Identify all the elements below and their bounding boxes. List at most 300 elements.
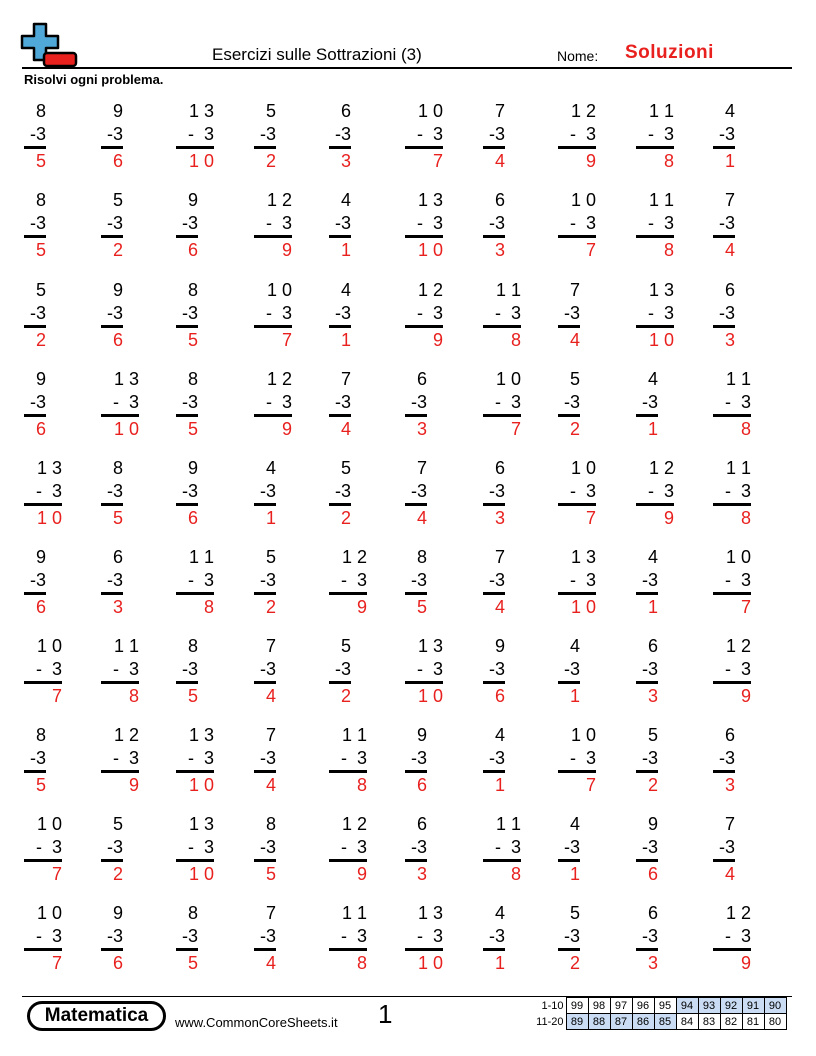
minuend: 1 0 <box>417 101 443 121</box>
minuend: 9 <box>112 903 123 923</box>
problem <box>405 367 427 441</box>
answer: 6 <box>494 686 505 706</box>
minuend: 1 1 <box>341 725 367 745</box>
answer: 3 <box>494 508 505 528</box>
subtrahend: - 3 <box>187 124 214 144</box>
answer: 7 <box>585 240 596 260</box>
subtrahend: -3 <box>641 837 658 857</box>
answer: 2 <box>35 330 46 350</box>
minuend: 5 <box>112 190 123 210</box>
answer: 1 <box>569 864 580 884</box>
subtrahend: -3 <box>259 926 276 946</box>
answer: 8 <box>203 597 214 617</box>
site-url: www.CommonCoreSheets.it <box>175 1015 338 1030</box>
minuend: 4 <box>569 636 580 656</box>
minuend: 1 2 <box>113 725 139 745</box>
answer: 3 <box>724 775 735 795</box>
answer: 9 <box>128 775 139 795</box>
score-cell: 94 <box>676 998 698 1014</box>
subtrahend: - 3 <box>416 124 443 144</box>
problem <box>713 812 735 886</box>
answer: 3 <box>112 597 123 617</box>
minuend: 9 <box>416 725 427 745</box>
score-cell: 98 <box>588 998 610 1014</box>
problem <box>101 99 123 173</box>
answer: 2 <box>265 597 276 617</box>
answer: 8 <box>510 330 521 350</box>
score-cell: 91 <box>742 998 764 1014</box>
subtrahend: -3 <box>488 481 505 501</box>
problem <box>329 901 367 975</box>
subtrahend: -3 <box>410 570 427 590</box>
problem <box>101 634 139 708</box>
subtrahend: - 3 <box>340 570 367 590</box>
score-cell: 88 <box>588 1014 610 1030</box>
problem <box>176 812 214 886</box>
problem <box>254 367 292 441</box>
minuend: 8 <box>265 814 276 834</box>
answer: 2 <box>112 864 123 884</box>
answer: 3 <box>494 240 505 260</box>
minuend: 5 <box>340 636 351 656</box>
subtrahend: - 3 <box>569 481 596 501</box>
minuend: 1 0 <box>570 190 596 210</box>
minuend: 9 <box>494 636 505 656</box>
subtrahend: -3 <box>488 926 505 946</box>
problem <box>483 367 521 441</box>
minuend: 1 1 <box>188 547 214 567</box>
answer: 6 <box>112 953 123 973</box>
subtrahend: -3 <box>563 926 580 946</box>
answer: 9 <box>281 419 292 439</box>
subtrahend: - 3 <box>647 213 674 233</box>
problem <box>254 456 276 530</box>
answer: 1 0 <box>417 686 443 706</box>
subtrahend: - 3 <box>265 213 292 233</box>
problem <box>329 99 351 173</box>
score-cell: 81 <box>742 1014 764 1030</box>
minuend: 8 <box>35 190 46 210</box>
score-row-label: 1-10 <box>541 999 564 1012</box>
minuend: 1 1 <box>341 903 367 923</box>
minuend: 6 <box>340 101 351 121</box>
subtrahend: -3 <box>29 303 46 323</box>
name-value: Soluzioni <box>625 42 714 63</box>
minuend: 1 0 <box>725 547 751 567</box>
subtrahend: -3 <box>410 837 427 857</box>
answer: 5 <box>35 775 46 795</box>
answer: 4 <box>265 775 276 795</box>
minuend: 1 3 <box>113 369 139 389</box>
problem <box>176 545 214 619</box>
subtrahend: -3 <box>718 837 735 857</box>
minuend: 5 <box>569 369 580 389</box>
problem <box>558 278 580 352</box>
minuend: 6 <box>647 903 658 923</box>
answer: 2 <box>112 240 123 260</box>
subtrahend: - 3 <box>340 926 367 946</box>
answer: 7 <box>51 864 62 884</box>
problem <box>558 812 580 886</box>
subtrahend: -3 <box>563 837 580 857</box>
answer: 1 <box>265 508 276 528</box>
problem <box>24 901 62 975</box>
answer: 5 <box>187 686 198 706</box>
answer: 8 <box>128 686 139 706</box>
subtrahend: -3 <box>106 926 123 946</box>
problem <box>176 188 198 262</box>
answer: 1 <box>569 686 580 706</box>
answer: 3 <box>416 864 427 884</box>
subtrahend: - 3 <box>265 392 292 412</box>
subtrahend: - 3 <box>35 837 62 857</box>
answer: 4 <box>494 151 505 171</box>
answer: 8 <box>510 864 521 884</box>
subtrahend: -3 <box>410 392 427 412</box>
minuend: 5 <box>340 458 351 478</box>
minuend: 9 <box>35 547 46 567</box>
answer: 7 <box>432 151 443 171</box>
subtrahend: -3 <box>488 659 505 679</box>
answer: 5 <box>187 330 198 350</box>
answer: 1 0 <box>188 151 214 171</box>
answer: 7 <box>51 686 62 706</box>
problem <box>101 723 139 797</box>
problem <box>483 723 505 797</box>
name-label: Nome: <box>557 48 599 64</box>
subtrahend: -3 <box>410 748 427 768</box>
subtrahend: -3 <box>106 837 123 857</box>
minuend: 1 0 <box>495 369 521 389</box>
minuend: 1 0 <box>36 814 62 834</box>
problem <box>101 456 123 530</box>
subtrahend: - 3 <box>724 570 751 590</box>
subtrahend: -3 <box>29 213 46 233</box>
problem <box>254 99 276 173</box>
minuend: 1 3 <box>570 547 596 567</box>
problem <box>483 456 505 530</box>
minuend: 1 0 <box>36 636 62 656</box>
minuend: 1 0 <box>570 458 596 478</box>
answer: 4 <box>416 508 427 528</box>
problem <box>713 188 735 262</box>
answer: 8 <box>663 240 674 260</box>
minuend: 9 <box>112 101 123 121</box>
answer: 1 <box>647 419 658 439</box>
minuend: 6 <box>494 190 505 210</box>
minuend: 4 <box>494 725 505 745</box>
subtrahend: -3 <box>259 124 276 144</box>
minuend: 7 <box>569 280 580 300</box>
answer: 8 <box>740 508 751 528</box>
minuend: 1 3 <box>188 101 214 121</box>
answer: 7 <box>51 953 62 973</box>
problem <box>483 812 521 886</box>
problem <box>405 723 427 797</box>
answer: 9 <box>740 686 751 706</box>
problem <box>176 901 198 975</box>
answer: 5 <box>112 508 123 528</box>
subtrahend: -3 <box>29 748 46 768</box>
answer: 9 <box>432 330 443 350</box>
minuend: 7 <box>265 636 276 656</box>
answer: 4 <box>265 953 276 973</box>
minuend: 5 <box>647 725 658 745</box>
minuend: 1 3 <box>417 636 443 656</box>
problem <box>254 723 276 797</box>
minuend: 1 1 <box>495 280 521 300</box>
score-cell: 87 <box>610 1014 632 1030</box>
subtrahend: - 3 <box>35 926 62 946</box>
subtrahend: -3 <box>334 124 351 144</box>
minuend: 4 <box>647 547 658 567</box>
answer: 4 <box>724 240 735 260</box>
answer: 4 <box>340 419 351 439</box>
problem <box>558 99 596 173</box>
problem <box>713 723 735 797</box>
subtrahend: - 3 <box>416 303 443 323</box>
minuend: 8 <box>35 725 46 745</box>
subtrahend: -3 <box>410 481 427 501</box>
problem <box>713 545 751 619</box>
minuend: 9 <box>187 458 198 478</box>
subtrahend: - 3 <box>647 124 674 144</box>
subtrahend: - 3 <box>494 392 521 412</box>
minuend: 8 <box>187 280 198 300</box>
score-cell: 99 <box>566 998 588 1014</box>
problem <box>483 278 521 352</box>
subtrahend: -3 <box>334 392 351 412</box>
minuend: 8 <box>187 903 198 923</box>
problem <box>713 99 735 173</box>
subtrahend: -3 <box>181 392 198 412</box>
answer: 6 <box>35 419 46 439</box>
subtrahend: - 3 <box>112 392 139 412</box>
subtrahend: -3 <box>259 570 276 590</box>
minuend: 1 1 <box>725 369 751 389</box>
problem <box>329 634 351 708</box>
subtrahend: - 3 <box>35 481 62 501</box>
minuend: 4 <box>647 369 658 389</box>
problem <box>101 545 123 619</box>
answer: 1 0 <box>36 508 62 528</box>
subtrahend: -3 <box>718 748 735 768</box>
problem <box>713 634 751 708</box>
subtrahend: -3 <box>259 659 276 679</box>
minuend: 4 <box>265 458 276 478</box>
subtrahend: - 3 <box>265 303 292 323</box>
answer: 1 <box>494 775 505 795</box>
subtrahend: -3 <box>181 659 198 679</box>
subtrahend: - 3 <box>724 481 751 501</box>
subtrahend: -3 <box>181 303 198 323</box>
problem <box>101 901 123 975</box>
subtrahend: -3 <box>718 303 735 323</box>
instructions: Risolvi ogni problema. <box>24 72 164 87</box>
answer: 4 <box>724 864 735 884</box>
subtrahend: -3 <box>563 392 580 412</box>
problem <box>483 188 505 262</box>
minuend: 6 <box>724 725 735 745</box>
minuend: 1 2 <box>341 814 367 834</box>
problem <box>254 545 276 619</box>
problem <box>636 723 658 797</box>
problem <box>636 278 674 352</box>
subtrahend: -3 <box>106 481 123 501</box>
minuend: 5 <box>112 814 123 834</box>
brand-badge: Matematica <box>27 1001 166 1031</box>
problem <box>713 456 751 530</box>
answer: 3 <box>416 419 427 439</box>
minuend: 5 <box>265 547 276 567</box>
problem <box>558 545 596 619</box>
answer: 1 <box>647 597 658 617</box>
problem <box>405 545 427 619</box>
answer: 1 0 <box>570 597 596 617</box>
problem <box>24 367 46 441</box>
minuend: 1 2 <box>341 547 367 567</box>
answer: 7 <box>585 508 596 528</box>
problem <box>329 367 351 441</box>
subtrahend: -3 <box>641 926 658 946</box>
answer: 5 <box>35 151 46 171</box>
minuend: 1 2 <box>266 190 292 210</box>
problem <box>254 278 292 352</box>
answer: 6 <box>112 151 123 171</box>
problem <box>329 456 351 530</box>
answer: 5 <box>265 864 276 884</box>
score-cell: 90 <box>764 998 786 1014</box>
minuend: 6 <box>724 280 735 300</box>
score-cell: 86 <box>632 1014 654 1030</box>
minuend: 4 <box>340 280 351 300</box>
minuend: 1 1 <box>495 814 521 834</box>
answer: 9 <box>585 151 596 171</box>
minuend: 9 <box>647 814 658 834</box>
answer: 4 <box>569 330 580 350</box>
subtrahend: - 3 <box>187 837 214 857</box>
problem <box>24 278 46 352</box>
problem <box>636 188 674 262</box>
score-cell: 92 <box>720 998 742 1014</box>
minuend: 6 <box>416 814 427 834</box>
subtrahend: -3 <box>641 748 658 768</box>
minuend: 1 0 <box>36 903 62 923</box>
problem <box>176 278 198 352</box>
subtrahend: -3 <box>29 392 46 412</box>
subtrahend: -3 <box>181 213 198 233</box>
minuend: 8 <box>35 101 46 121</box>
minuend: 1 2 <box>266 369 292 389</box>
answer: 8 <box>356 953 367 973</box>
minuend: 1 3 <box>417 903 443 923</box>
subtrahend: - 3 <box>569 213 596 233</box>
answer: 9 <box>663 508 674 528</box>
minuend: 1 2 <box>570 101 596 121</box>
score-cell: 84 <box>676 1014 698 1030</box>
problem <box>254 812 276 886</box>
minuend: 5 <box>569 903 580 923</box>
answer: 6 <box>416 775 427 795</box>
answer: 7 <box>281 330 292 350</box>
minuend: 8 <box>187 369 198 389</box>
subtrahend: -3 <box>718 124 735 144</box>
minuend: 6 <box>494 458 505 478</box>
page-title: Esercizi sulle Sottrazioni (3) <box>212 45 422 64</box>
answer: 1 0 <box>188 775 214 795</box>
subtrahend: -3 <box>641 659 658 679</box>
answer: 2 <box>569 419 580 439</box>
problem <box>329 278 351 352</box>
problem <box>636 634 658 708</box>
problem <box>24 634 62 708</box>
problem <box>636 812 658 886</box>
subtrahend: - 3 <box>569 124 596 144</box>
answer: 1 <box>340 240 351 260</box>
problem <box>101 188 123 262</box>
subtrahend: -3 <box>334 481 351 501</box>
problem <box>558 901 580 975</box>
problem <box>254 901 276 975</box>
problem <box>176 367 198 441</box>
problem <box>254 188 292 262</box>
subtrahend: -3 <box>718 213 735 233</box>
problem <box>636 901 658 975</box>
problem <box>24 545 46 619</box>
minuend: 1 0 <box>570 725 596 745</box>
problem <box>558 188 596 262</box>
problem <box>329 723 367 797</box>
minuend: 6 <box>416 369 427 389</box>
problem <box>483 634 505 708</box>
answer: 7 <box>740 597 751 617</box>
score-table <box>528 997 787 1030</box>
problem <box>24 99 46 173</box>
subtrahend: - 3 <box>187 570 214 590</box>
score-row-label: 11-20 <box>536 1015 564 1028</box>
subtrahend: -3 <box>106 570 123 590</box>
subtrahend: -3 <box>106 303 123 323</box>
subtrahend: - 3 <box>569 570 596 590</box>
minuend: 5 <box>35 280 46 300</box>
minuend: 9 <box>35 369 46 389</box>
subtrahend: - 3 <box>647 303 674 323</box>
answer: 9 <box>281 240 292 260</box>
answer: 1 0 <box>417 953 443 973</box>
subtrahend: -3 <box>106 124 123 144</box>
subtrahend: -3 <box>488 748 505 768</box>
answer: 6 <box>112 330 123 350</box>
answer: 9 <box>740 953 751 973</box>
answer: 5 <box>416 597 427 617</box>
subtrahend: -3 <box>488 124 505 144</box>
answer: 2 <box>265 151 276 171</box>
score-cell: 85 <box>654 1014 676 1030</box>
minuend: 1 3 <box>648 280 674 300</box>
minuend: 9 <box>112 280 123 300</box>
problem <box>483 545 505 619</box>
subtrahend: -3 <box>181 481 198 501</box>
problem <box>24 723 46 797</box>
problem <box>636 456 674 530</box>
score-cell: 89 <box>566 1014 588 1030</box>
minuend: 4 <box>724 101 735 121</box>
problem <box>558 367 580 441</box>
problem <box>405 901 443 975</box>
subtrahend: -3 <box>488 570 505 590</box>
problem <box>329 545 367 619</box>
problem <box>24 456 62 530</box>
